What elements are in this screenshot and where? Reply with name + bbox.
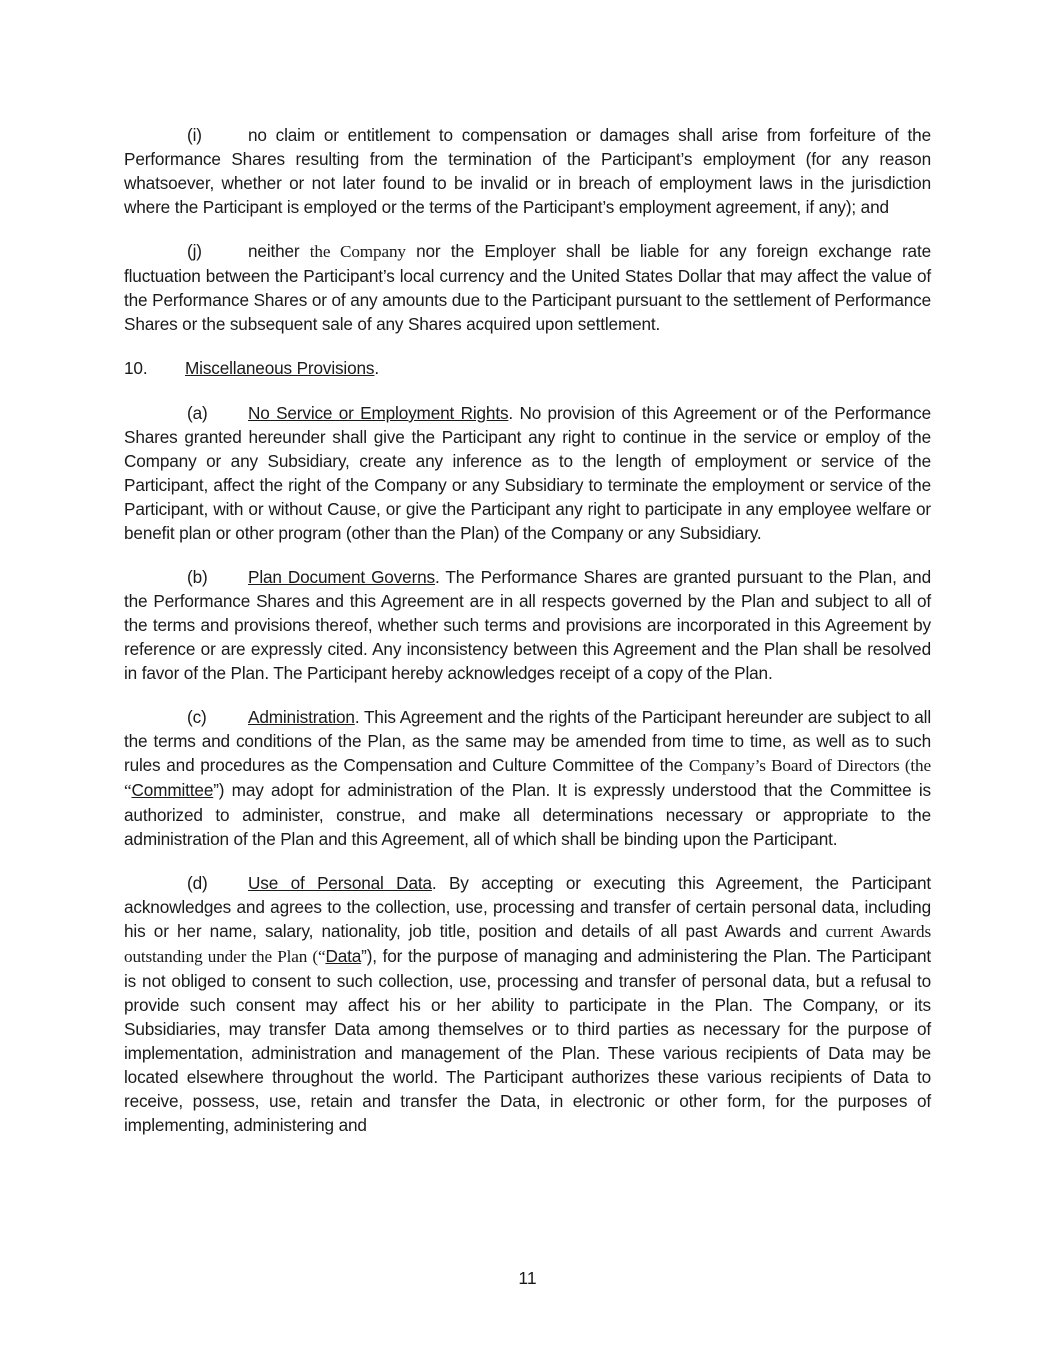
paragraph-a — [124, 401, 931, 545]
paragraph-d — [124, 871, 931, 1137]
paragraph-title: No Service or Employment Rights — [248, 403, 509, 423]
paragraph-text: . By accepting or executing this Agreement, the Participant acknowledges and agrees to the collection, use, processing and transfer of certain personal data, including his or her name, salary, nationality, job title, position and details of all past Awards and — [124, 873, 931, 941]
paragraph-text: no claim or entitlement to compensation or damages shall arise from forfeiture of the Performance Shares resulting from the termination of the Participant’s employment (for any reason whatsoever, whether or not later found to be invalid or in breach of employment laws in the jurisdiction where the Participant is employed or the terms of the Participant’s employment agreement, if any); and — [124, 125, 931, 217]
serif-text: Company’s Board of Directors (the “ — [124, 756, 931, 800]
paragraph-marker: (a) — [187, 403, 208, 423]
paragraph-marker: (i) — [187, 125, 202, 145]
paragraph-marker: (j) — [187, 241, 202, 261]
paragraph-text: nor the Employer shall be liable for any foreign exchange rate fluctuation between the Participant’s local currency and the United States Dollar that may affect the value of the Performance Shares or of any amounts due to the Participant pursuant to the settlement of Performance Shares or the subsequent sale of any Shares acquired upon settlement. — [124, 241, 931, 334]
section-number: 10. — [124, 358, 148, 378]
paragraph-text: . No provision of this Agreement or of the Performance Shares granted hereunder shall give the Participant any right to continue in the service or employ of the Company or any Subsidiary, create any inference as to the length of employment or service of the Participant, affect the right of the Company or any Subsidiary to terminate the employment or service of the Participant, with or without Cause, or give the Participant any right to participate in any employee welfare or benefit plan or other program (other than the Plan) of the Company or any Subsidiary. — [124, 403, 931, 543]
paragraph-marker: (c) — [187, 707, 207, 727]
document-page — [124, 123, 931, 1137]
paragraph-c — [124, 705, 931, 851]
defined-term: Committee — [131, 780, 214, 800]
paragraph-title: Plan Document Governs — [248, 567, 435, 587]
paragraph-marker: (d) — [187, 873, 208, 893]
paragraph-title: Use of Personal Data — [248, 873, 432, 893]
paragraph-text: . The Performance Shares are granted pursuant to the Plan, and the Performance Shares and this Agreement are in all respects governed by the Plan and subject to all of the terms and provisions thereof, whether such terms and provisions are incorporated in this Agreement by reference or are expressly cited. Any inconsistency between this Agreement and the Plan shall be resolved in favor of the Plan. The Participant hereby acknowledges receipt of a copy of the Plan. — [124, 567, 932, 683]
defined-term: Data — [325, 946, 362, 966]
paragraph-text-start: neither — [248, 241, 300, 261]
page-number: 11 — [518, 1268, 537, 1288]
section-title-period: . — [374, 358, 380, 378]
paragraph-text: ”), for the purpose of managing and administering the Plan. The Participant is not obliged to consent to such collection, use, processing and transfer of personal data, but a refusal to provide such consent may affect his or her ability to participate in the Plan. The Company, or its Subsidiaries, may transfer Data among themselves or to third parties as necessary for the purpose of implementation, administration and management of the Plan. These various recipients of Data may be located elsewhere throughout the world. The Participant authorizes these various recipients of Data to receive, possess, use, retain and transfer the Data, in electronic or other form, for the purposes of implementing, administering and — [124, 946, 931, 1135]
paragraph-b — [124, 565, 931, 685]
paragraph-i — [124, 123, 931, 219]
paragraph-title: Administration — [248, 707, 355, 727]
section-10-heading — [124, 356, 931, 380]
serif-text: current Awards outstanding under the Plan (“ — [124, 922, 931, 966]
paragraph-text: ”) may adopt for administration of the Plan. It is expressly understood that the Committee is authorized to administer, construe, and make all determinations necessary or appropriate to the administration of the Plan and this Agreement, all of which shall be binding upon the Participant. — [124, 780, 931, 849]
company-name: the Company — [309, 242, 406, 261]
paragraph-text: . This Agreement and the rights of the Participant hereunder are subject to all the terms and conditions of the Plan, as the same may be amended from time to time, as well as to such rules and procedures as the Compensation and Culture Committee of the — [124, 707, 931, 775]
section-title: Miscellaneous Provisions — [185, 358, 375, 378]
paragraph-j — [124, 239, 931, 336]
paragraph-marker: (b) — [187, 567, 208, 587]
